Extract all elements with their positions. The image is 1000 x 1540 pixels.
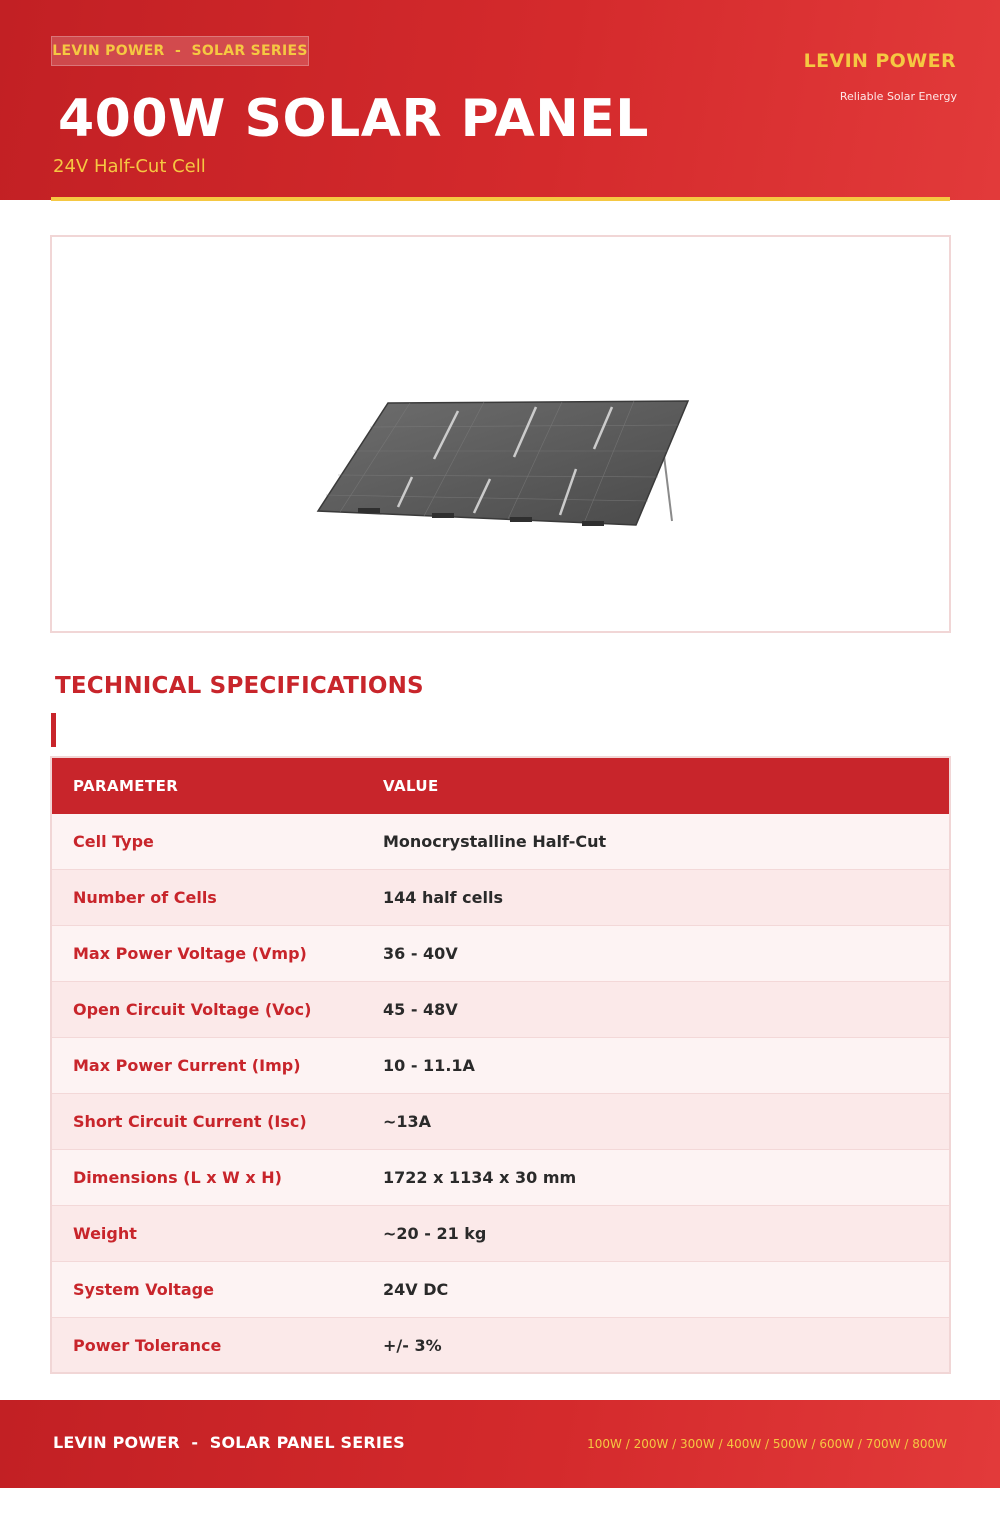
spec-value: 1722 x 1134 x 30 mm [383,1168,577,1187]
brand-tagline: Reliable Solar Energy [839,90,957,103]
product-image-frame [50,235,951,633]
header-value: VALUE [383,777,439,795]
brand-name: LEVIN POWER [803,50,956,72]
spec-value: 24V DC [383,1280,449,1299]
spec-value: +/- 3% [383,1335,442,1355]
spec-value: 36 - 40V [383,944,458,963]
table-row [52,982,949,1038]
spec-parameter: Short Circuit Current (Isc) [73,1112,307,1131]
header-banner [0,0,1000,200]
spec-parameter: Power Tolerance [73,1335,222,1355]
spec-parameter: Max Power Voltage (Vmp) [73,944,307,963]
spec-value: ~13A [383,1112,432,1131]
spec-parameter: Cell Type [73,832,154,851]
spec-parameter: System Voltage [73,1280,214,1299]
spec-parameter: Max Power Current (Imp) [73,1056,301,1075]
table-row [52,1094,949,1150]
page-title: 400W SOLAR PANEL [58,89,649,149]
section-marker [51,713,56,747]
footer-series-list: 100W / 200W / 300W / 400W / 500W / 600W / 700W / 800W [587,1437,947,1451]
table-row [52,1262,949,1318]
table-row [52,1150,949,1206]
spec-value: ~20 - 21 kg [383,1224,487,1243]
spec-parameter: Open Circuit Voltage (Voc) [73,1000,312,1019]
page-subtitle: 24V Half-Cut Cell [53,156,206,177]
footer-banner [0,1400,1000,1488]
solar-panel-image [314,397,694,537]
spec-parameter: Dimensions (L x W x H) [73,1168,282,1187]
spec-value: 144 half cells [383,888,503,907]
header-parameter: PARAMETER [73,777,179,795]
spec-value: Monocrystalline Half-Cut [383,832,607,851]
spec-value: 10 - 11.1A [383,1056,475,1075]
table-row [52,1038,949,1094]
spec-parameter: Weight [73,1224,137,1243]
table-row [52,814,949,870]
table-row [52,1318,949,1372]
footer-brand: LEVIN POWER - SOLAR PANEL SERIES [53,1433,405,1452]
spec-parameter: Number of Cells [73,888,217,907]
table-row [52,926,949,982]
series-badge: LEVIN POWER - SOLAR SERIES [51,36,309,66]
table-row [52,1206,949,1262]
spec-value: 45 - 48V [383,1000,458,1019]
spec-table [50,756,951,1374]
header-divider [51,197,950,201]
section-title-specs: TECHNICAL SPECIFICATIONS [55,673,424,699]
table-row [52,870,949,926]
spec-table-header [52,758,949,814]
